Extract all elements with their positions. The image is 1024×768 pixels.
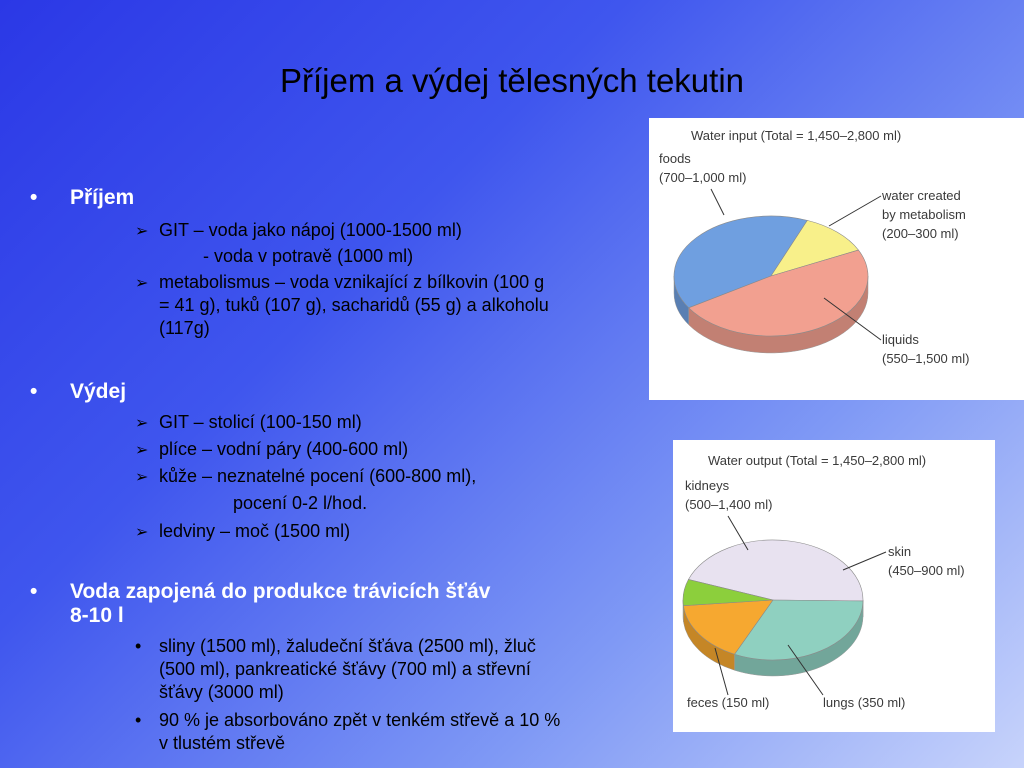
digestion-heading-line1: Voda zapojená do produkce trávicích šťáv <box>70 580 491 603</box>
intake-item: GIT – voda jako nápoj (1000-1500 ml) <box>159 220 462 240</box>
digestion-item: (500 ml), pankreatické šťávy (700 ml) a střevní <box>159 659 531 679</box>
label-liquids-range: (550–1,500 ml) <box>882 351 970 366</box>
output-item: ledviny – moč (1500 ml) <box>159 521 351 541</box>
digestion-item: v tlustém střevě <box>159 733 286 753</box>
intake-item: - voda v potravě (1000 ml) <box>203 246 414 266</box>
slide-title: Příjem a výdej tělesných tekutin <box>279 62 745 99</box>
label-skin: skin <box>888 544 912 559</box>
bullet-dot: • <box>135 710 142 730</box>
label-liquids: liquids <box>882 332 919 347</box>
digestion-item: sliny (1500 ml), žaludeční šťáva (2500 ml), žluč <box>159 636 536 656</box>
arrow-icon: ➢ <box>135 223 149 240</box>
digestion-item: 90 % je absorbováno zpět v tenkém střevě a 10 % <box>159 710 561 730</box>
leader-line <box>843 552 886 570</box>
water-output-pie <box>673 440 995 732</box>
digestion-heading-line2: 8-10 l <box>70 604 124 627</box>
label-kidneys: kidneys <box>685 478 730 493</box>
chart-title: Water input (Total = 1,450–2,800 ml) <box>691 128 902 143</box>
arrow-icon: ➢ <box>135 415 149 432</box>
arrow-icon: ➢ <box>135 524 149 541</box>
label-kidneys-range: (500–1,400 ml) <box>685 497 773 512</box>
output-item: GIT – stolicí (100-150 ml) <box>159 412 362 432</box>
label-lungs: lungs (350 ml) <box>823 695 906 710</box>
bullet-dot: • <box>135 636 142 656</box>
label-metabolism-2: by metabolism <box>882 207 966 222</box>
arrow-icon: ➢ <box>135 275 149 292</box>
label-metabolism-range: (200–300 ml) <box>882 226 959 241</box>
arrow-icon: ➢ <box>135 442 149 459</box>
output-item: pocení 0-2 l/hod. <box>233 493 368 513</box>
label-foods-range: (700–1,000 ml) <box>659 170 747 185</box>
chart-title: Water output (Total = 1,450–2,800 ml) <box>708 453 927 468</box>
label-foods: foods <box>659 151 691 166</box>
water-input-pie <box>649 118 1024 400</box>
label-feces: feces (150 ml) <box>687 695 770 710</box>
water-output-chart <box>673 440 995 732</box>
label-skin-range: (450–900 ml) <box>888 563 965 578</box>
output-item: kůže – neznatelné pocení (600-800 ml), <box>159 466 477 486</box>
arrow-icon: ➢ <box>135 469 149 486</box>
output-item: plíce – vodní páry (400-600 ml) <box>159 439 409 459</box>
intake-item: (117g) <box>159 318 210 338</box>
water-input-chart <box>649 118 1024 400</box>
digestion-item: šťávy (3000 ml) <box>159 682 284 702</box>
intake-item: metabolismus – voda vznikající z bílkovin (100 g <box>159 272 545 292</box>
leader-line <box>711 189 724 215</box>
output-heading: Výdej <box>70 380 127 403</box>
label-metabolism: water created <box>882 188 961 203</box>
intake-heading: Příjem <box>70 186 135 209</box>
slide-body: • Příjem ➢ GIT – voda jako nápoj (1000-1500 ml) - voda v potravě (1000 ml) ➢ metabolismus – voda vznikající z bílkovin (100 g = 41 g), tuků (107 g), sacharidů (55 g) a alkoholu (117g) • Výdej ➢ GIT – stolicí (100-150 ml) ➢ plíce – vodní páry (400-600 ml) ➢ kůže – neznatelné pocení (600-800 ml), pocení 0-2 l/hod. ➢ ledviny – moč (1500 ml) • Voda zapojená do produkce trávicích šťáv 8-10 l • sliny (1500 ml), žaludeční šťáva (2500 ml), žluč (500 ml), pankreatické šťávy (700 ml) a střevní šťávy (3000 ml) • 90 % je absorbováno zpět v tenkém střevě a 10 % v tlustém střevě <box>30 186 561 753</box>
intake-item: = 41 g), tuků (107 g), sacharidů (55 g) a alkoholu <box>159 295 549 315</box>
leader-line <box>829 196 881 226</box>
